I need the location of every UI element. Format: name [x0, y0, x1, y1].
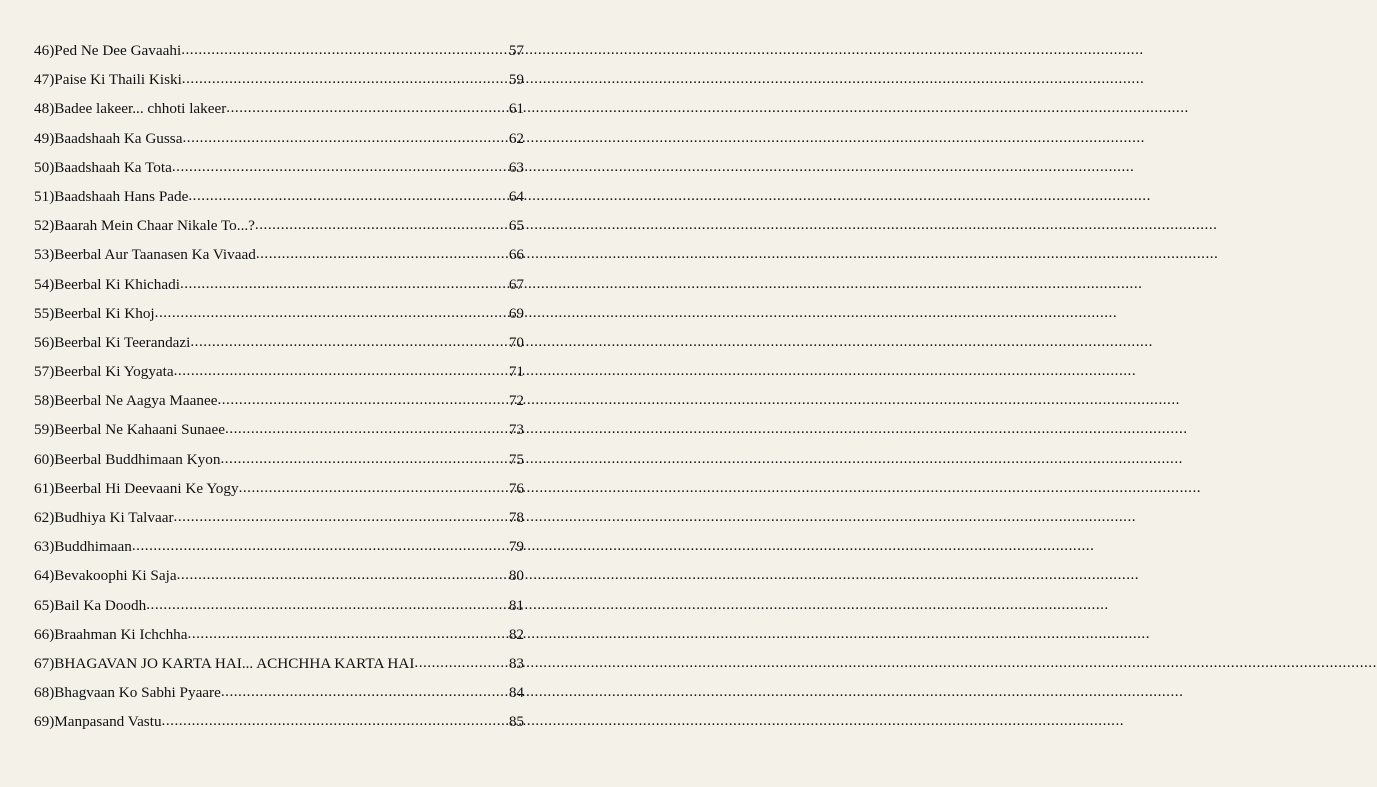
- dot-leader: [226, 99, 509, 117]
- entry-page-number: 61: [508, 100, 524, 118]
- dot-leader: [217, 391, 508, 409]
- dot-leader: [256, 245, 509, 263]
- toc-entry[interactable]: [34, 509, 524, 538]
- entry-title: Baadshaah Hans Pade: [54, 187, 189, 205]
- entry-title: Beerbal Ki Khoj: [54, 304, 155, 322]
- dot-leader: [182, 70, 509, 88]
- toc-entry[interactable]: [34, 363, 524, 392]
- entry-number: 66): [34, 625, 55, 643]
- entry-title: Beerbal Hi Deevaani Ke Yogy: [54, 479, 239, 497]
- entry-title: Beerbal Ne Kahaani Sunaee: [54, 421, 226, 439]
- toc-entry[interactable]: [34, 159, 524, 188]
- entry-page-number: 73: [508, 421, 524, 439]
- entry-page-number: 59: [508, 71, 524, 89]
- entry-title: Bhagvaan Ko Sabhi Pyaare: [54, 684, 221, 702]
- entry-page-number: 69: [508, 304, 524, 322]
- entry-page-number: 80: [508, 567, 524, 585]
- toc-entry[interactable]: [34, 42, 524, 71]
- entry-number: 59): [34, 421, 55, 439]
- entry-number: 49): [34, 129, 55, 147]
- dot-leader: [190, 333, 508, 351]
- toc-entry[interactable]: [34, 334, 524, 363]
- entry-title: Paise Ki Thaili Kiski: [54, 71, 182, 89]
- toc-entry[interactable]: [34, 451, 524, 480]
- toc-entry[interactable]: [34, 655, 524, 684]
- entry-number: 64): [34, 567, 55, 585]
- entry-number: 61): [34, 479, 55, 497]
- dot-leader: [239, 479, 509, 497]
- entry-title: Beerbal Ki Teerandazi: [54, 333, 191, 351]
- toc-entry[interactable]: [34, 305, 524, 334]
- entry-number: 62): [34, 509, 55, 526]
- entry-number: 65): [34, 596, 55, 614]
- entry-number: 57): [34, 363, 55, 381]
- entry-page-number: 65: [508, 217, 524, 235]
- entry-page-number: 81: [508, 596, 524, 614]
- document-page: [0, 0, 553, 787]
- entry-title: Beerbal Ki Khichadi: [54, 275, 180, 293]
- dot-leader: [414, 654, 508, 672]
- entry-number: 69): [34, 713, 55, 731]
- toc-entry[interactable]: [34, 217, 524, 246]
- toc-entry[interactable]: [34, 246, 524, 275]
- entry-title: Ped Ne Dee Gavaahi: [54, 42, 182, 59]
- entry-number: 53): [34, 246, 55, 264]
- entry-title: Beerbal Aur Taanasen Ka Vivaad: [54, 246, 256, 264]
- toc-entry[interactable]: [34, 188, 524, 217]
- entry-page-number: 85: [508, 713, 524, 731]
- toc-entry[interactable]: [34, 392, 524, 421]
- entry-title: Baadshaah Ka Tota: [54, 158, 172, 176]
- entry-title: Beerbal Ki Yogyata: [54, 363, 174, 381]
- dot-leader: [162, 712, 509, 730]
- entry-title: BHAGAVAN JO KARTA HAI... ACHCHHA KARTA HAI: [54, 654, 415, 672]
- dot-leader: [255, 216, 509, 234]
- entry-number: 56): [34, 333, 55, 351]
- entry-number: 51): [34, 187, 55, 205]
- entry-page-number: 57: [508, 42, 524, 59]
- dot-leader: [174, 362, 509, 380]
- entry-page-number: 63: [508, 158, 524, 176]
- dot-leader: [180, 275, 509, 293]
- toc-entry[interactable]: [34, 626, 524, 655]
- toc-entry[interactable]: [34, 276, 524, 305]
- entry-page-number: 84: [508, 684, 524, 702]
- dot-leader: [221, 683, 509, 701]
- entry-page-number: 75: [508, 450, 524, 468]
- entry-number: 50): [34, 158, 55, 176]
- entry-page-number: 64: [508, 187, 524, 205]
- entry-title: Bail Ka Doodh: [54, 596, 147, 614]
- toc-entry[interactable]: [34, 684, 524, 713]
- toc-entry[interactable]: [34, 100, 524, 129]
- entry-number: 67): [34, 654, 55, 672]
- toc-entry[interactable]: [34, 480, 524, 509]
- toc-entry[interactable]: [34, 71, 524, 100]
- dot-leader: [132, 537, 509, 555]
- entry-page-number: 72: [508, 392, 524, 410]
- entry-title: Badee lakeer... chhoti lakeer: [54, 100, 227, 118]
- entry-title: Bevakoophi Ki Saja: [54, 567, 177, 585]
- toc-entry[interactable]: [34, 597, 524, 626]
- dot-leader: [155, 304, 509, 322]
- entry-title: Buddhimaan: [54, 538, 132, 556]
- entry-page-number: 62: [508, 129, 524, 147]
- entry-title: Manpasand Vastu: [54, 713, 162, 731]
- entry-number: 63): [34, 538, 55, 556]
- dot-leader: [177, 566, 509, 584]
- entry-page-number: 78: [508, 509, 524, 526]
- entry-title: Baarah Mein Chaar Nikale To...?: [54, 217, 255, 235]
- entry-page-number: 66: [508, 246, 524, 264]
- entry-title: Budhiya Ki Talvaar: [54, 509, 174, 526]
- dot-leader: [225, 420, 509, 438]
- entry-number: 60): [34, 450, 55, 468]
- entry-page-number: 67: [508, 275, 524, 293]
- toc-entry[interactable]: [34, 567, 524, 596]
- entry-page-number: 76: [508, 479, 524, 497]
- dot-leader: [188, 187, 508, 205]
- entry-number: 55): [34, 304, 55, 322]
- entry-page-number: 70: [508, 333, 524, 351]
- entry-title: Beerbal Ne Aagya Maanee: [54, 392, 218, 410]
- entry-page-number: 82: [508, 625, 524, 643]
- entry-number: 46): [34, 42, 55, 59]
- entry-page-number: 79: [508, 538, 524, 556]
- dot-leader: [182, 129, 508, 147]
- entry-number: 54): [34, 275, 55, 293]
- dot-leader: [220, 450, 508, 468]
- dot-leader: [188, 625, 509, 643]
- dot-leader: [181, 41, 509, 59]
- toc-entry[interactable]: [34, 713, 524, 742]
- entry-page-number: 83: [508, 654, 524, 672]
- entry-page-number: 71: [508, 363, 524, 381]
- entry-number: 58): [34, 392, 55, 410]
- toc-entry[interactable]: [34, 130, 524, 159]
- entry-number: 52): [34, 217, 55, 235]
- entry-number: 48): [34, 100, 55, 118]
- entry-number: 47): [34, 71, 55, 89]
- dot-leader: [174, 508, 509, 526]
- entry-number: 68): [34, 684, 55, 702]
- entry-title: Braahman Ki Ichchha: [54, 625, 188, 643]
- entry-title: Beerbal Buddhimaan Kyon: [54, 450, 221, 468]
- dot-leader: [146, 596, 509, 614]
- table-of-contents: [34, 42, 524, 743]
- toc-entry[interactable]: [34, 421, 524, 450]
- toc-entry[interactable]: [34, 538, 524, 567]
- entry-title: Baadshaah Ka Gussa: [54, 129, 183, 147]
- dot-leader: [172, 158, 509, 176]
